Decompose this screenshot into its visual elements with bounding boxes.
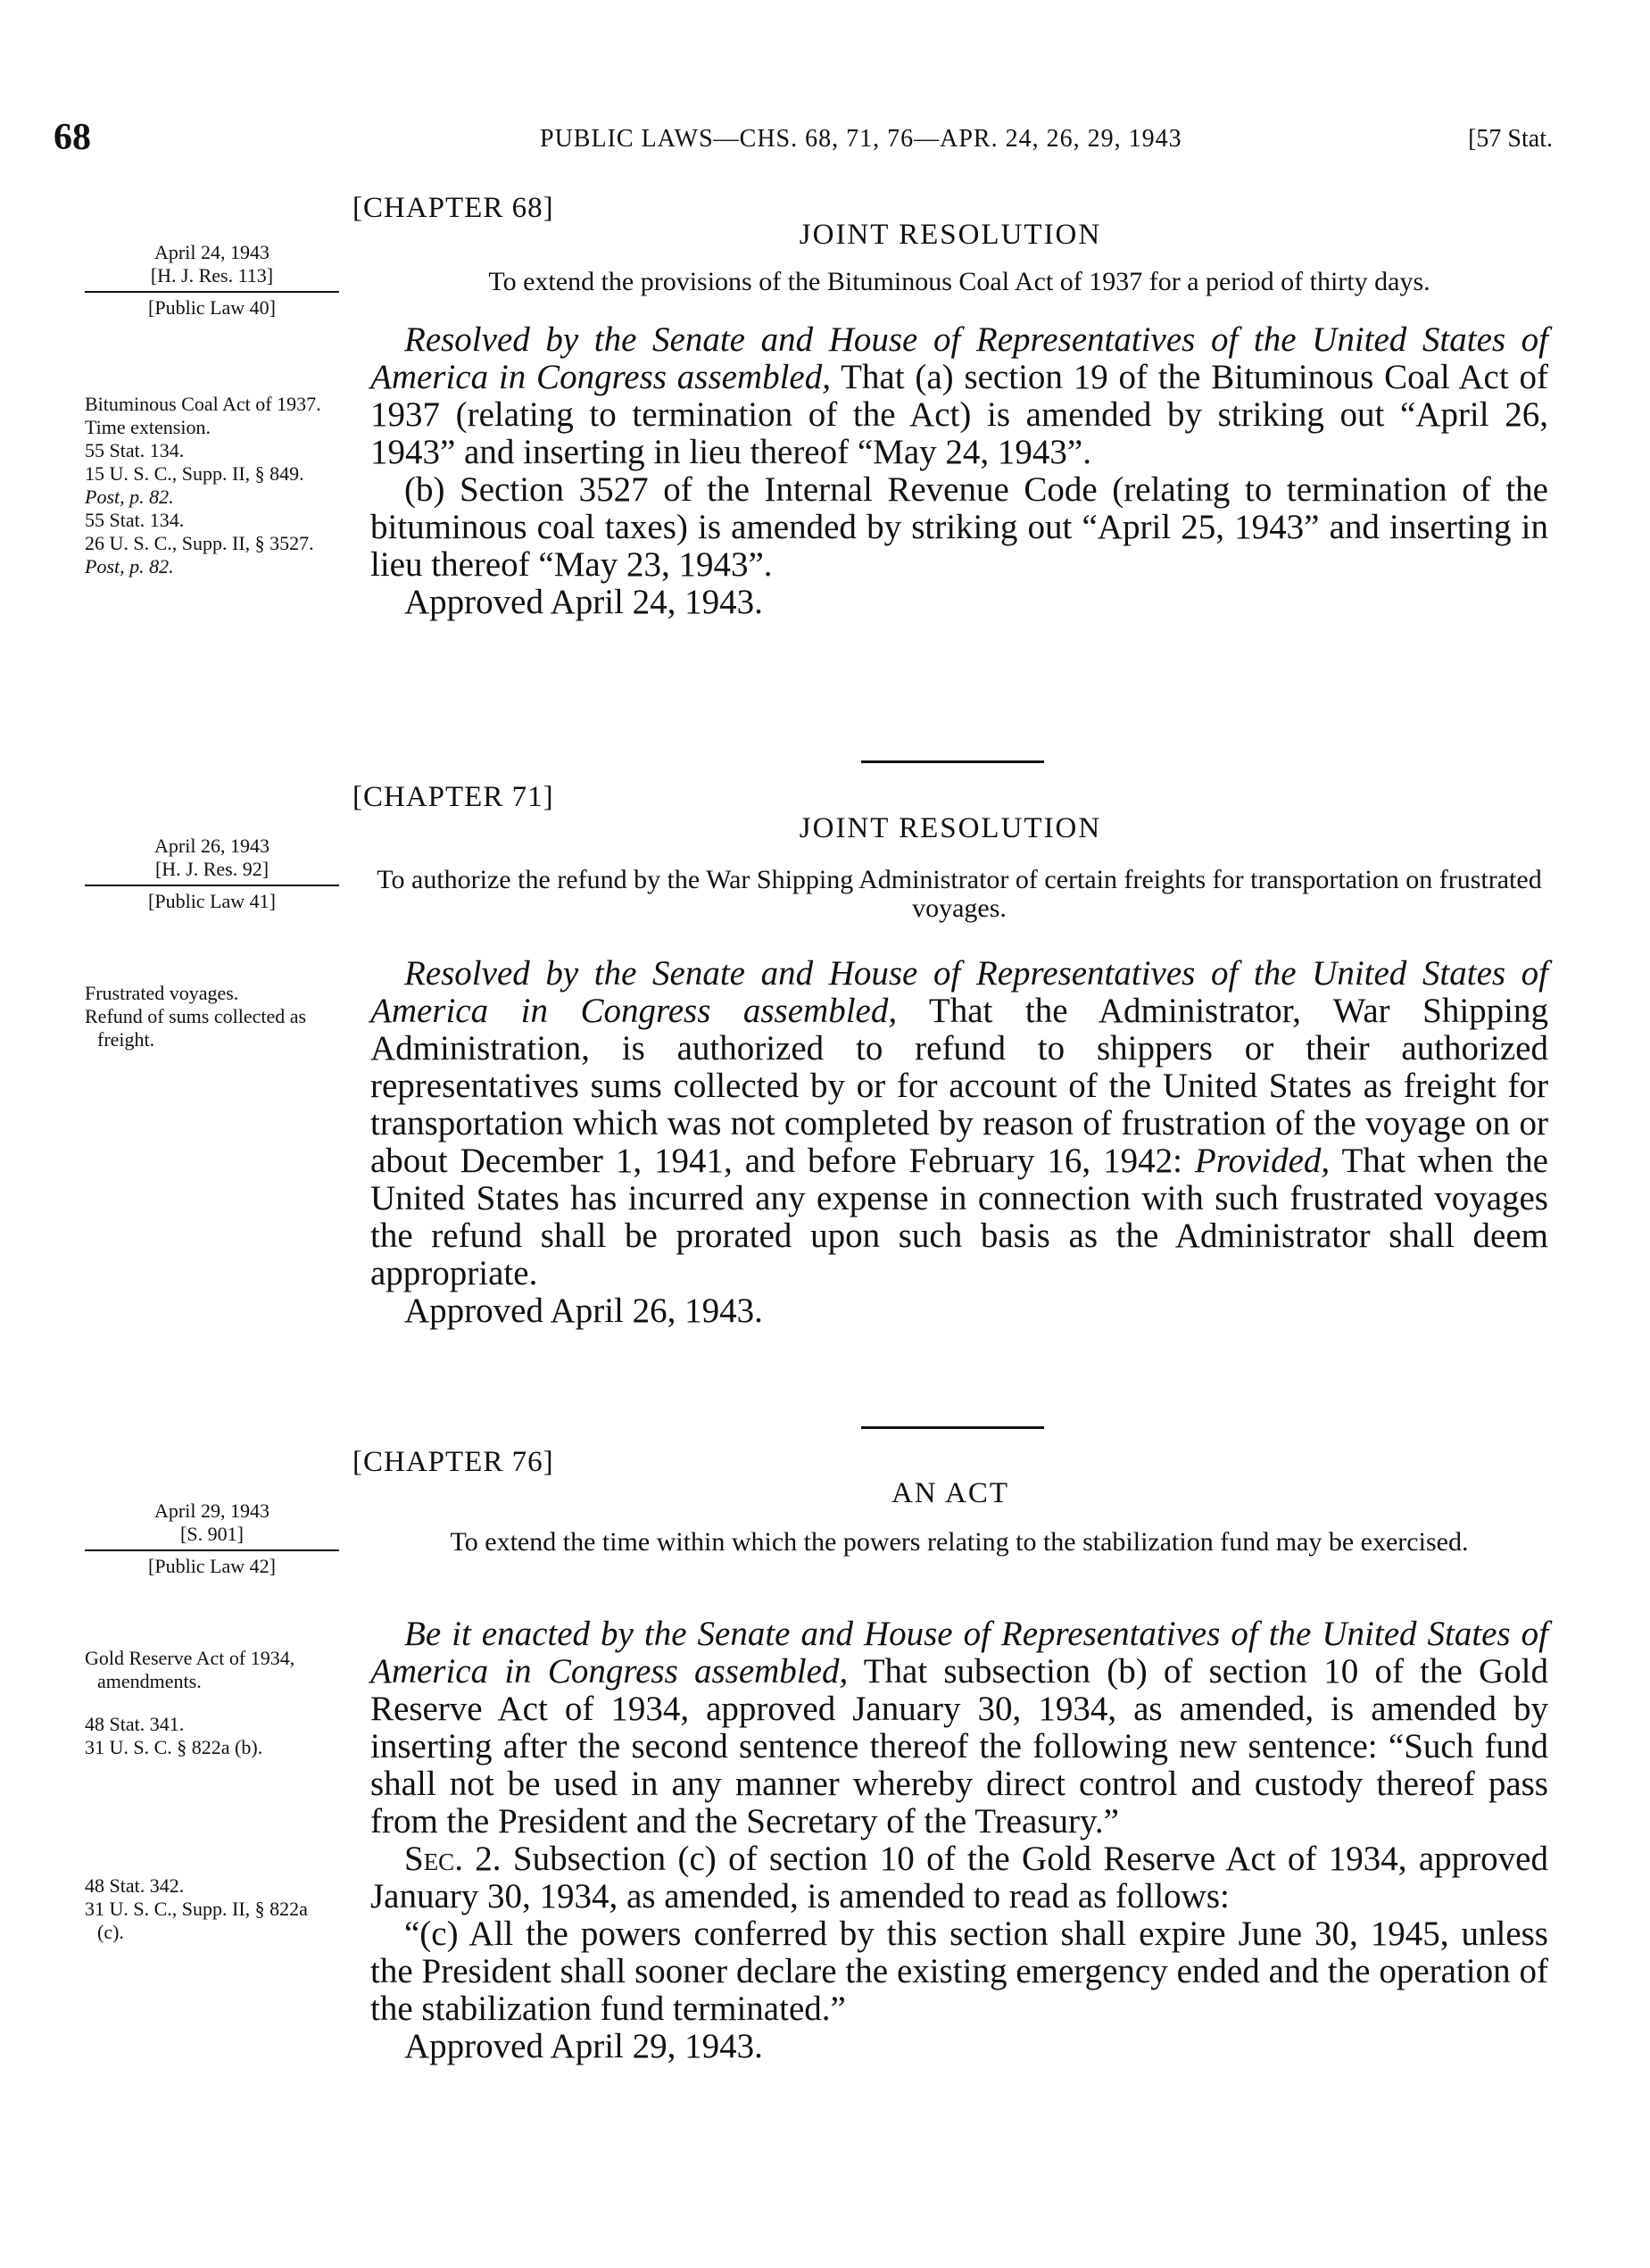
section-divider [861, 1426, 1044, 1429]
chapter-76-margin-notes-1 [85, 1647, 339, 1759]
section-2 [370, 1840, 1548, 1915]
margin-note: 55 Stat. 134. [85, 509, 185, 531]
margin-bill: [H. J. Res. 113] [150, 264, 274, 287]
margin-divider [85, 291, 339, 293]
margin-note: 15 U. S. C., Supp. II, § 849. [85, 462, 304, 485]
chapter-68-margin-citation [85, 241, 339, 320]
margin-bill: [S. 901] [180, 1523, 244, 1545]
margin-note: 26 U. S. C., Supp. II, § 3527. [85, 532, 314, 554]
chapter-68-body [370, 321, 1548, 621]
enacting-formula: Be it enacted by the Senate and House of Representatives of the United States of America in Congress assembled, [370, 1615, 1548, 1691]
section-divider [861, 760, 1044, 763]
approval-date: Approved April 24, 1943. [404, 583, 763, 621]
margin-note: 48 Stat. 342. [85, 1874, 185, 1897]
resolving-clause [370, 955, 1548, 1292]
margin-date: April 26, 1943 [154, 835, 269, 857]
page-number: 68 [54, 117, 91, 158]
margin-bill: [H. J. Res. 92] [154, 858, 269, 880]
section-label: Sec. 2. [404, 1840, 502, 1878]
chapter-68-label: [CHAPTER 68] [352, 192, 554, 224]
section-text: Subsection (c) of section 10 of the Gold Reserve Act of 1934, approved January 30, 1934, as amended, is amended to read as follows: [370, 1840, 1548, 1915]
chapter-68-description: To extend the provisions of the Bituminous Coal Act of 1937 for a period of thirty days. [488, 267, 1430, 296]
margin-note: Gold Reserve Act of 1934, amendments. [85, 1647, 295, 1692]
provided-term: Provided, [1194, 1142, 1331, 1180]
enacting-formula: Resolved by the Senate and House of Representatives of the United States of America in Congress assembled, [370, 320, 1548, 396]
margin-note: 31 U. S. C. § 822a (b). [85, 1736, 263, 1758]
approval-date: Approved April 29, 1943. [404, 2027, 763, 2065]
margin-note: 48 Stat. 341. [85, 1713, 185, 1735]
margin-note: Refund of sums collected as freight. [85, 1005, 307, 1051]
quoted-subsection-c: “(c) All the powers conferred by this section shall expire June 30, 1945, unless the President shall sooner declare the existing emergency ended and the operation of the stabilization fund terminated.” [370, 1915, 1548, 2028]
chapter-68-margin-notes [85, 393, 339, 578]
chapter-71-body [370, 955, 1548, 1330]
section-text: That subsection (b) of section 10 of the Gold Reserve Act of 1934, approved January 30, 1934, as amended, is amended by inserting after the second sentence thereof the following new sentence: “Such fund shall not be used in any manner whereby direct control and custody thereof pass from the President and the Secretary of the Treasury.” [370, 1652, 1548, 1840]
chapter-71-description: To authorize the refund by the War Shipping Administrator of certain freights for transportation on frustrated voyages. [377, 865, 1542, 923]
margin-divider [85, 1549, 339, 1551]
margin-note: 55 Stat. 134. [85, 439, 185, 461]
margin-date: April 24, 1943 [154, 241, 269, 263]
chapter-71-margin-citation [85, 835, 339, 913]
resolving-clause [370, 321, 1548, 471]
chapter-76-margin-citation [85, 1500, 339, 1578]
enacting-clause [370, 1616, 1548, 1840]
margin-note: Bituminous Coal Act of 1937. [85, 393, 321, 415]
section-text: That (a) section 19 of the Bituminous Coal Act of 1937 (relating to termination of the Act) is amended by striking out “April 26, 1943” and inserting in lieu thereof “May 24, 1943”. [370, 358, 1548, 471]
chapter-76-label: [CHAPTER 76] [352, 1446, 554, 1478]
margin-note: Post, p. 82. [85, 555, 174, 577]
enacting-formula: Resolved by the Senate and House of Representatives of the United States of America in Congress assembled, [370, 954, 1548, 1030]
chapter-71-label: [CHAPTER 71] [352, 781, 554, 813]
chapter-76-margin-notes-2 [85, 1874, 339, 1944]
chapter-68-heading: JOINT RESOLUTION [799, 219, 1102, 251]
margin-date: April 29, 1943 [154, 1500, 269, 1522]
margin-note: Time extension. [85, 416, 211, 438]
margin-note: Frustrated voyages. [85, 982, 239, 1004]
running-header [54, 116, 1553, 161]
chapter-76-description: To extend the time within which the powers relating to the stabilization fund may be exercised. [450, 1527, 1469, 1557]
paragraph-b: (b) Section 3527 of the Internal Revenue Code (relating to termination of the bituminous coal taxes) is amended by striking out “April 25, 1943” and inserting in lieu thereof “May 23, 1943”. [370, 470, 1548, 584]
chapter-71-heading: JOINT RESOLUTION [799, 812, 1102, 844]
chapter-76-body [370, 1616, 1548, 2065]
stat-reference: [57 Stat. [1468, 125, 1553, 153]
margin-law: [Public Law 40] [148, 296, 276, 319]
margin-divider [85, 885, 339, 886]
chapter-76-heading: AN ACT [891, 1477, 1010, 1509]
section-text: That when the United States has incurred any expense in connection with such frustrated voyages the refund shall be prorated upon such basis as the Administrator shall deem appropriate. [370, 1142, 1548, 1292]
margin-law: [Public Law 42] [148, 1555, 276, 1577]
section-text: That the Administrator, War Shipping Administration, is authorized to refund to shippers or their authorized representatives sums collected by or for account of the United States as freight for transportation which was not completed by reason of frustration of the voyage on or about December 1, 1941, and before February 16, 1942: [370, 992, 1548, 1180]
running-title: PUBLIC LAWS—CHS. 68, 71, 76—APR. 24, 26, 29, 1943 [540, 125, 1182, 153]
approval-date: Approved April 26, 1943. [404, 1292, 763, 1330]
margin-note: 31 U. S. C., Supp. II, § 822a (c). [85, 1898, 308, 1943]
margin-note: Post, p. 82. [85, 486, 174, 508]
chapter-71-margin-notes [85, 982, 339, 1051]
margin-law: [Public Law 41] [148, 890, 276, 912]
